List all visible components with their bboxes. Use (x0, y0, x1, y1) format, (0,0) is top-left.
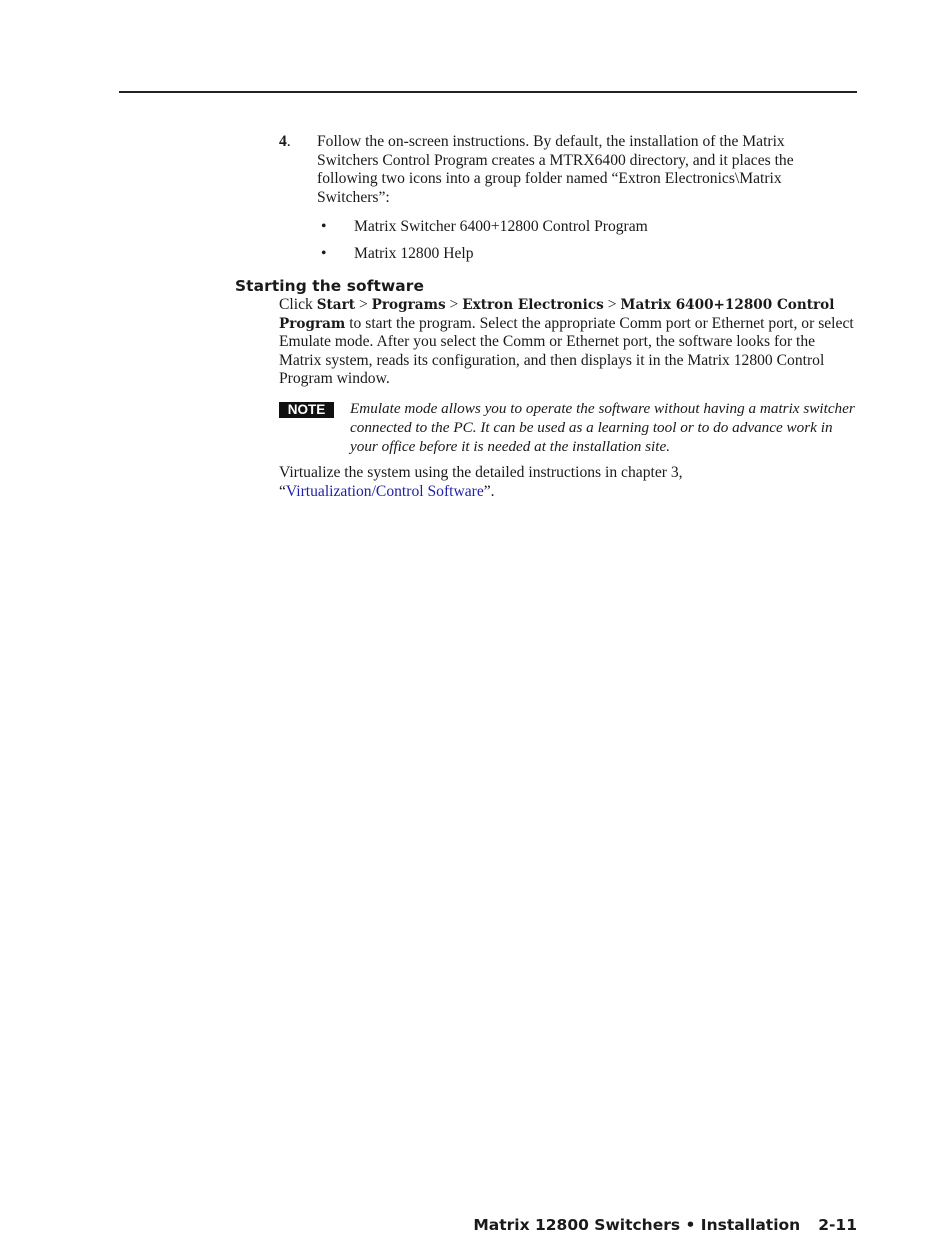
note-text: Emulate mode allows you to operate the software without having a matrix switcher connected to the PC. It can be used as a learning tool or to do advance work in your office before it is needed at the installation site. (350, 400, 855, 455)
menu-matrix-program: Matrix 6400+12800 Control Program (279, 297, 835, 332)
section-heading: Starting the software (235, 277, 425, 295)
starting-paragraph: Click Start > Programs > Extron Electronics > Matrix 6400+12800 Control Program to start the program. Select the appropriate Comm port or Ethernet port, or select Emulate mode. After you select the Comm or Ethernet port, the software looks for the Matrix system, reads its configuration, and then displays it in the Matrix 12800 Control Program window. (279, 296, 854, 388)
virtualize-paragraph: Virtualize the system using the detailed instructions in chapter 3, “Virtualization/Control Software”. (279, 464, 683, 500)
menu-extron: Extron Electronics (462, 297, 604, 313)
header-rule (119, 91, 857, 93)
menu-programs: Programs (371, 297, 446, 313)
chapter-link[interactable]: Virtualization/Control Software (285, 482, 484, 500)
list-item: • Matrix 12800 Help (321, 244, 474, 262)
page-number: 2-11 (818, 1216, 857, 1234)
bullet-icon: • (321, 218, 327, 235)
icon-list (319, 218, 648, 271)
list-item: • Matrix Switcher 6400+12800 Control Program (321, 218, 648, 235)
bullet-icon: • (321, 244, 327, 262)
note-badge: NOTE (279, 402, 334, 418)
page-footer (473, 1216, 857, 1234)
menu-start: Start (316, 297, 356, 313)
step-text: Follow the on-screen instructions. By default, the installation of the Matrix Switchers Control Program creates a MTRX6400 directory, and it places the following two icons into a group folder named “Extron Electronics\Matrix Switchers”: (317, 133, 794, 206)
footer-title: Matrix 12800 Switchers • Installation (473, 1216, 801, 1234)
step-number: 4. (279, 133, 291, 150)
